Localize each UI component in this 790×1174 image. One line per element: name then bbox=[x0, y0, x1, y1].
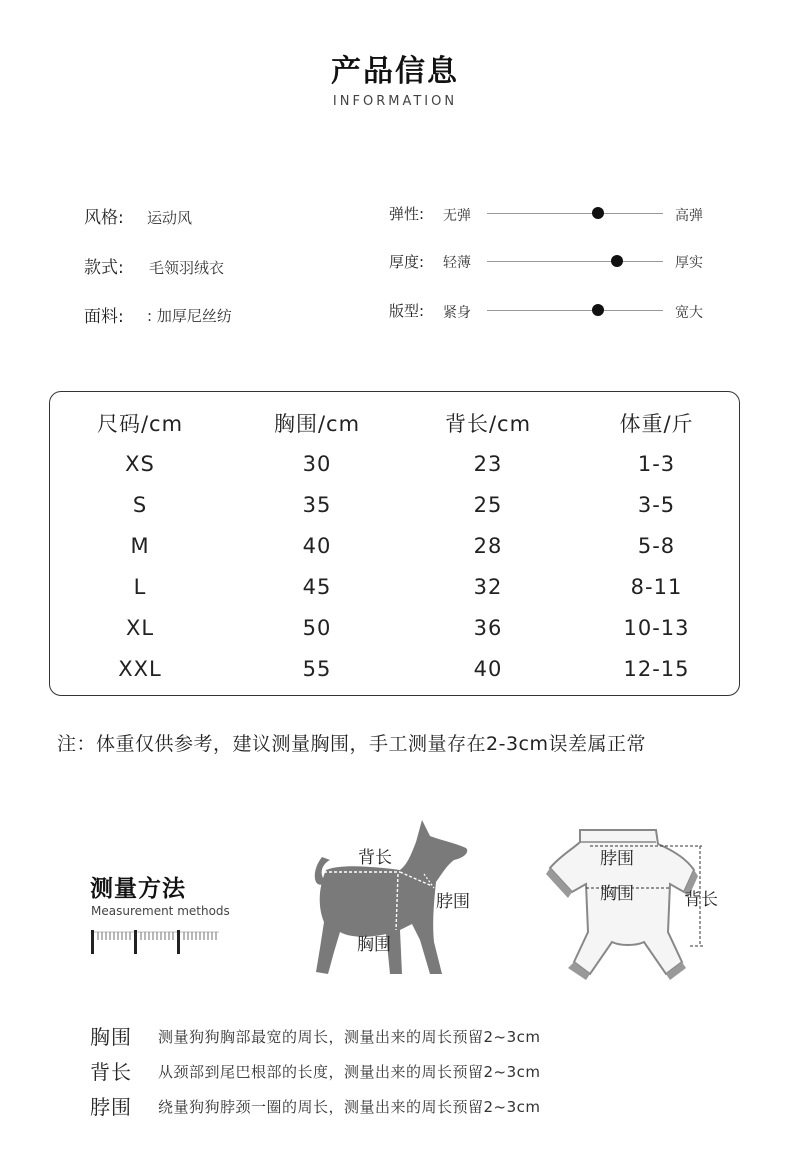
cell-size: XL bbox=[125, 615, 155, 640]
cell-size: L bbox=[133, 574, 147, 599]
table-row bbox=[49, 566, 740, 607]
def-back-term: 背长 bbox=[90, 1060, 132, 1084]
cell-chest: 35 bbox=[302, 492, 332, 517]
cell-weight: 10-13 bbox=[623, 615, 690, 640]
fit-track bbox=[487, 310, 663, 311]
cell-back: 32 bbox=[473, 574, 503, 599]
header-back: 背长/cm bbox=[444, 411, 532, 436]
fit-min: 紧身 bbox=[443, 305, 471, 321]
size-table bbox=[49, 402, 740, 689]
model-label: 款式: bbox=[84, 258, 124, 278]
elasticity-dot bbox=[592, 207, 604, 219]
thickness-label: 厚度: bbox=[389, 253, 425, 271]
dog-neck-label: 脖围 bbox=[436, 892, 470, 912]
cell-chest: 55 bbox=[302, 656, 332, 681]
fabric-label: 面料: bbox=[84, 307, 124, 327]
def-back-text: 从颈部到尾巴根部的长度，测量出来的周长预留2~3cm bbox=[158, 1063, 541, 1081]
thickness-min: 轻薄 bbox=[443, 255, 471, 271]
cell-back: 25 bbox=[473, 492, 503, 517]
header-weight: 体重/斤 bbox=[619, 411, 694, 436]
def-chest-term: 胸围 bbox=[90, 1025, 132, 1049]
cell-chest: 45 bbox=[302, 574, 332, 599]
table-row bbox=[49, 484, 740, 525]
header-chest: 胸围/cm bbox=[273, 411, 361, 436]
dog-chest-label: 胸围 bbox=[357, 935, 391, 955]
thickness-max: 厚实 bbox=[675, 255, 703, 271]
cell-size: XXL bbox=[118, 656, 162, 681]
fabric-value: : 加厚尼丝纺 bbox=[147, 307, 232, 325]
cell-size: XS bbox=[125, 451, 155, 476]
size-table-header bbox=[49, 402, 740, 443]
model-value: 毛领羽绒衣 bbox=[149, 259, 225, 277]
def-chest-text: 测量狗狗胸部最宽的周长，测量出来的周长预留2~3cm bbox=[158, 1028, 541, 1046]
cell-chest: 50 bbox=[302, 615, 332, 640]
cloth-chest-label: 胸围 bbox=[600, 884, 634, 904]
thickness-dot bbox=[611, 255, 623, 267]
style-value: 运动风 bbox=[147, 209, 193, 227]
cell-chest: 40 bbox=[302, 533, 332, 558]
table-row bbox=[49, 525, 740, 566]
ruler-icon bbox=[91, 928, 221, 954]
table-row bbox=[49, 607, 740, 648]
elasticity-min: 无弹 bbox=[443, 208, 471, 224]
cell-back: 40 bbox=[473, 656, 503, 681]
dog-back-label: 背长 bbox=[358, 848, 392, 868]
fit-label: 版型: bbox=[389, 302, 425, 320]
table-row bbox=[49, 443, 740, 484]
size-note: 注：体重仅供参考，建议测量胸围，手工测量存在2-3cm误差属正常 bbox=[57, 733, 646, 755]
elasticity-track bbox=[487, 213, 663, 214]
cloth-back-label: 背长 bbox=[684, 890, 718, 910]
cell-weight: 8-11 bbox=[630, 574, 683, 599]
cell-weight: 12-15 bbox=[623, 656, 690, 681]
measurement-title: 测量方法 bbox=[90, 876, 186, 902]
cell-chest: 30 bbox=[302, 451, 332, 476]
page-title: 产品信息 bbox=[331, 54, 459, 89]
fit-dot bbox=[592, 304, 604, 316]
cell-back: 23 bbox=[473, 451, 503, 476]
elasticity-label: 弹性: bbox=[389, 205, 425, 223]
style-label: 风格: bbox=[84, 208, 124, 228]
cloth-neck-label: 脖围 bbox=[600, 849, 634, 869]
header-size: 尺码/cm bbox=[96, 411, 184, 436]
cell-weight: 1-3 bbox=[637, 451, 676, 476]
cell-weight: 3-5 bbox=[637, 492, 676, 517]
elasticity-max: 高弹 bbox=[675, 208, 703, 224]
def-neck-text: 绕量狗狗脖颈一圈的周长，测量出来的周长预留2~3cm bbox=[158, 1098, 541, 1116]
page-subtitle: INFORMATION bbox=[332, 94, 458, 109]
cell-weight: 5-8 bbox=[637, 533, 676, 558]
table-row bbox=[49, 648, 740, 689]
measurement-subtitle: Measurement methods bbox=[91, 904, 230, 918]
cell-size: M bbox=[130, 533, 150, 558]
thickness-track bbox=[487, 261, 663, 262]
fit-max: 宽大 bbox=[675, 305, 703, 321]
cell-back: 28 bbox=[473, 533, 503, 558]
cell-size: S bbox=[132, 492, 148, 517]
def-neck-term: 脖围 bbox=[90, 1095, 132, 1119]
cell-back: 36 bbox=[473, 615, 503, 640]
